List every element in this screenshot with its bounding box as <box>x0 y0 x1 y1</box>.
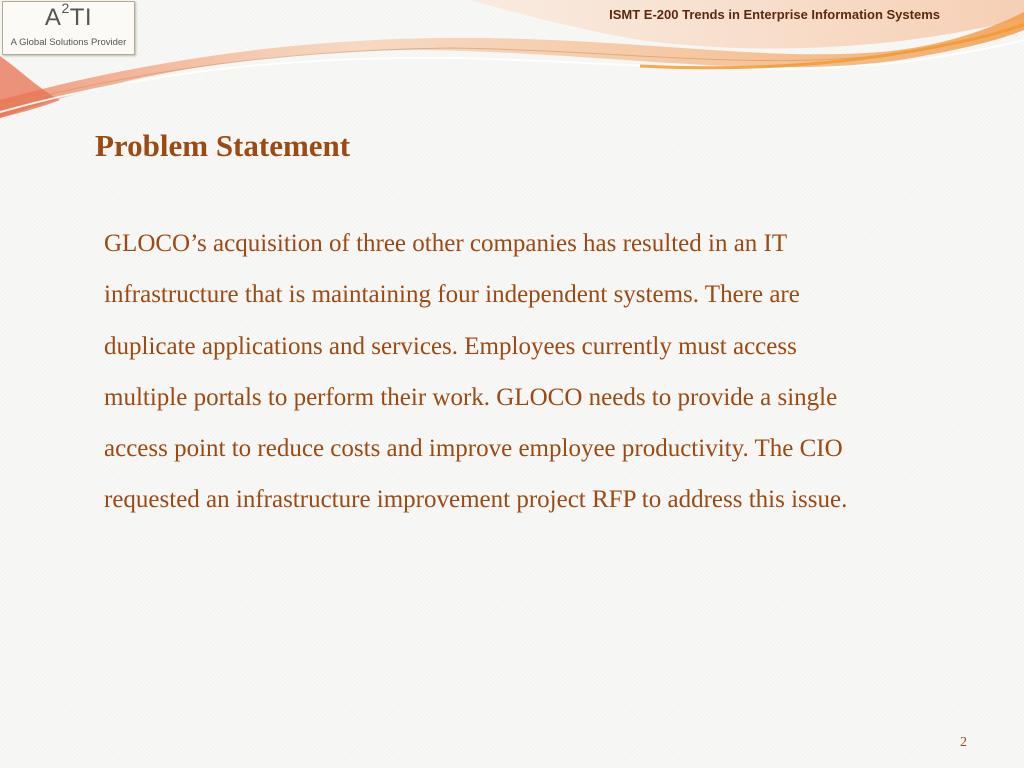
logo-mark <box>3 0 134 31</box>
logo-mark-suffix: TI <box>69 4 93 31</box>
problem-statement-text: GLOCO’s acquisition of three other companies has resulted in an IT infrastructure that is maintaining four independent systems. There are duplicate applications and services. Employees currently must access multiple portals to perform their work. GLOCO needs to provide a single access point to reduce costs and improve employee productivity. The CIO requested an infrastructure improvement project RFP to address this issue. <box>104 230 848 514</box>
logo-mark-superscript: 2 <box>61 0 70 16</box>
logo <box>2 1 135 55</box>
page-number: 2 <box>960 735 967 750</box>
course-title: ISMT E-200 Trends in Enterprise Information Systems <box>609 7 940 22</box>
slide-title: Problem Statement <box>95 128 351 163</box>
logo-mark-base: A <box>44 4 62 31</box>
logo-tagline: A Global Solutions Provider <box>10 37 127 48</box>
